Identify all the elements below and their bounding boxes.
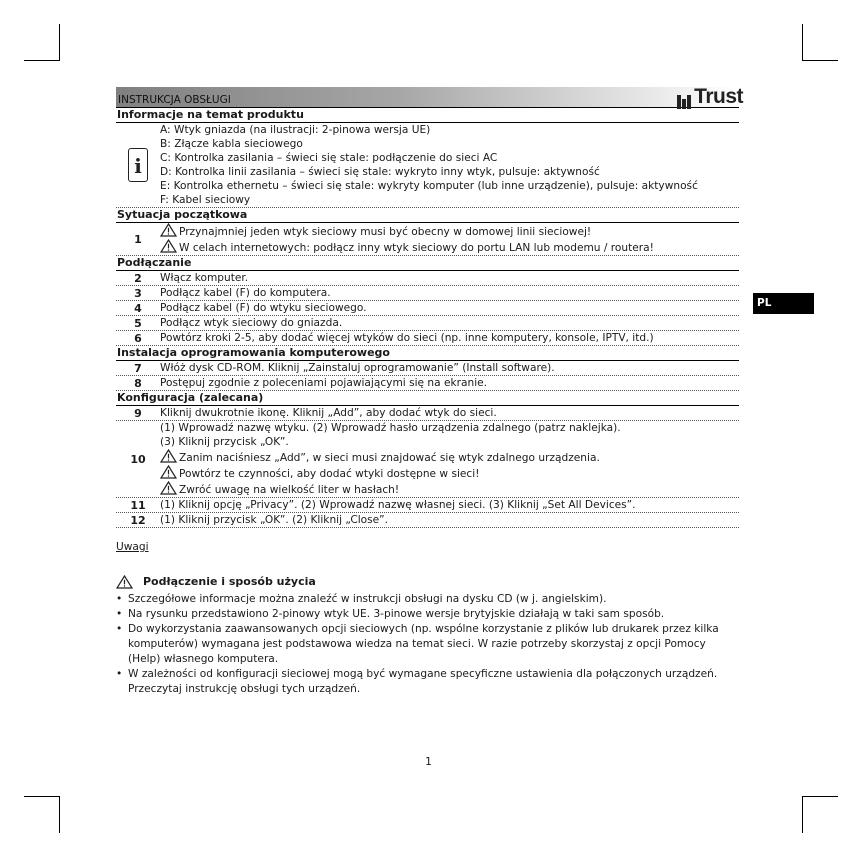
step-row-12 (116, 513, 739, 528)
step-row-2 (116, 271, 739, 286)
step-row-8 (116, 376, 739, 391)
step-text: Powtórz kroki 2-5, aby dodać więcej wtyków do sieci (np. inne komputery, konsole, IPTV, itd.) (160, 332, 654, 344)
header-bar (116, 85, 743, 108)
step-row-1 (116, 223, 739, 256)
crop-mark (59, 796, 60, 833)
step-text: (1) Wprowadź nazwę wtyku. (2) Wprowadź hasło urządzenia zdalnego (patrz naklejka). (160, 422, 621, 434)
step-number: 4 (134, 301, 142, 315)
step-row-6 (116, 331, 739, 346)
notes-list (116, 592, 739, 697)
notes-title (116, 574, 739, 590)
step-text: Podłącz kabel (F) do wtyku sieciowego. (160, 302, 367, 314)
warning-text: Zanim naciśniesz „Add”, w sieci musi znajdować się wtyk zdalnego urządzenia. (179, 452, 600, 464)
manual-page (116, 85, 743, 697)
section-initial: Sytuacja początkowa (116, 208, 739, 223)
step-row-7 (116, 361, 739, 376)
crop-mark (802, 796, 803, 833)
step-text: Podłącz kabel (F) do komputera. (160, 287, 331, 299)
step-text: Postępuj zgodnie z poleceniami pojawiającymi się na ekranie. (160, 377, 488, 389)
warning-line (160, 223, 739, 239)
section-product-info: Informacje na temat produktu (116, 108, 739, 123)
list-item: • W zależności od konfiguracji sieciowej mogą być wymagane specyficzne ustawienia dla połączonych urządzeń. Przeczytaj instrukcję obsługi tych urządzeń. (116, 667, 739, 697)
header-title: INSTRUKCJA OBSŁUGI (118, 94, 231, 106)
step-number: 9 (134, 406, 142, 420)
step-text: Kliknij dwukrotnie ikonę. Kliknij „Add”, aby dodać wtyk do sieci. (160, 407, 497, 419)
section-connect: Podłączanie (116, 256, 739, 271)
list-item: • Do wykorzystania zaawansowanych opcji sieciowych (np. wspólne korzystanie z plików lub drukarek przez kilka komputerów) wymagana jest podstawowa wiedza na temat sieci. W razie potrzeby skorzystaj z opcji Pomocy (Help) własnego komputera. (116, 622, 739, 667)
info-icon-cell (116, 123, 160, 207)
step-row-5 (116, 316, 739, 331)
list-item: • Szczegółowe informacje można znaleźć w instrukcji obsługi na dysku CD (w j. angielskim). (116, 592, 739, 607)
section-config: Konfiguracja (zalecana) (116, 391, 739, 406)
warning-icon (160, 465, 177, 479)
step-number: 11 (130, 498, 146, 512)
notes-heading: Uwagi (116, 541, 149, 553)
warning-line (160, 449, 739, 465)
warning-icon (160, 239, 177, 253)
step-text: Podłącz wtyk sieciowy do gniazda. (160, 317, 343, 329)
section-install: Instalacja oprogramowania komputerowego (116, 346, 739, 361)
warning-icon (116, 575, 133, 589)
warning-icon (160, 449, 177, 463)
step-text: Włącz komputer. (160, 272, 249, 284)
list-item: D: Kontrolka linii zasilania – świeci się stale: wykryto inny wtyk, pulsuje: aktywność (160, 166, 600, 178)
crop-mark (802, 24, 803, 61)
product-info-row (116, 123, 739, 208)
list-item: C: Kontrolka zasilania – świeci się stale: podłączenie do sieci AC (160, 152, 498, 164)
step-text: Włóż dysk CD-ROM. Kliknij „Zainstaluj oprogramowanie” (Install software). (160, 362, 555, 374)
warning-line (160, 239, 739, 255)
step-number: 2 (134, 271, 142, 285)
trust-logo-icon (677, 95, 692, 109)
crop-mark (802, 796, 838, 797)
step-number: 10 (130, 452, 146, 466)
step-row-10 (116, 421, 739, 498)
step-number: 5 (134, 316, 142, 330)
warning-text: Powtórz te czynności, aby dodać wtyki dostępne w sieci! (179, 468, 480, 480)
list-item: • Na rysunku przedstawiono 2-pinowy wtyk UE. 3-pinowe wersje brytyjskie działają w taki sam sposób. (116, 607, 739, 622)
step-number: 12 (130, 513, 146, 527)
warning-icon (160, 223, 177, 237)
product-info-list (160, 123, 739, 207)
step-row-4 (116, 301, 739, 316)
crop-mark (802, 60, 838, 61)
list-item: A: Wtyk gniazda (na ilustracji: 2-pinowa wersja UE) (160, 124, 431, 136)
language-tab: PL (753, 293, 814, 314)
crop-mark (59, 24, 60, 61)
list-item: F: Kabel sieciowy (160, 194, 251, 206)
step-number: 6 (134, 331, 142, 345)
info-icon: i (128, 148, 148, 182)
crop-mark (24, 60, 60, 61)
warning-line (160, 465, 739, 481)
list-item: B: Złącze kabla sieciowego (160, 138, 303, 150)
step-row-3 (116, 286, 739, 301)
step-row-9 (116, 406, 739, 421)
crop-mark (24, 796, 60, 797)
page-number: 1 (425, 756, 432, 768)
step-number: 8 (134, 376, 142, 390)
notes-title-text: Podłączenie i sposób użycia (143, 575, 316, 588)
warning-text: Przynajmniej jeden wtyk sieciowy musi być obecny w domowej linii sieciowej! (179, 226, 592, 238)
logo-text: Trust (694, 85, 743, 108)
warning-text: Zwróć uwagę na wielkość liter w hasłach! (179, 484, 400, 496)
warning-line (160, 481, 739, 497)
warning-icon (160, 481, 177, 495)
step-number: 1 (134, 232, 142, 246)
step-text: (3) Kliknij przycisk „OK”. (160, 436, 289, 448)
step-text: (1) Kliknij przycisk „OK”. (2) Kliknij „Close”. (160, 514, 389, 526)
step-row-11 (116, 498, 739, 513)
step-text: (1) Kliknij opcję „Privacy”. (2) Wprowadź nazwę własnej sieci. (3) Kliknij „Set All Devices”. (160, 499, 636, 511)
trust-logo (677, 85, 743, 109)
warning-text: W celach internetowych: podłącz inny wtyk sieciowy do portu LAN lub modemu / routera! (179, 242, 654, 254)
list-item: E: Kontrolka ethernetu – świeci się stale: wykryty komputer (lub inne urządzenie), pulsuje: aktywność (160, 180, 698, 192)
step-number: 3 (134, 286, 142, 300)
step-number: 7 (134, 361, 142, 375)
